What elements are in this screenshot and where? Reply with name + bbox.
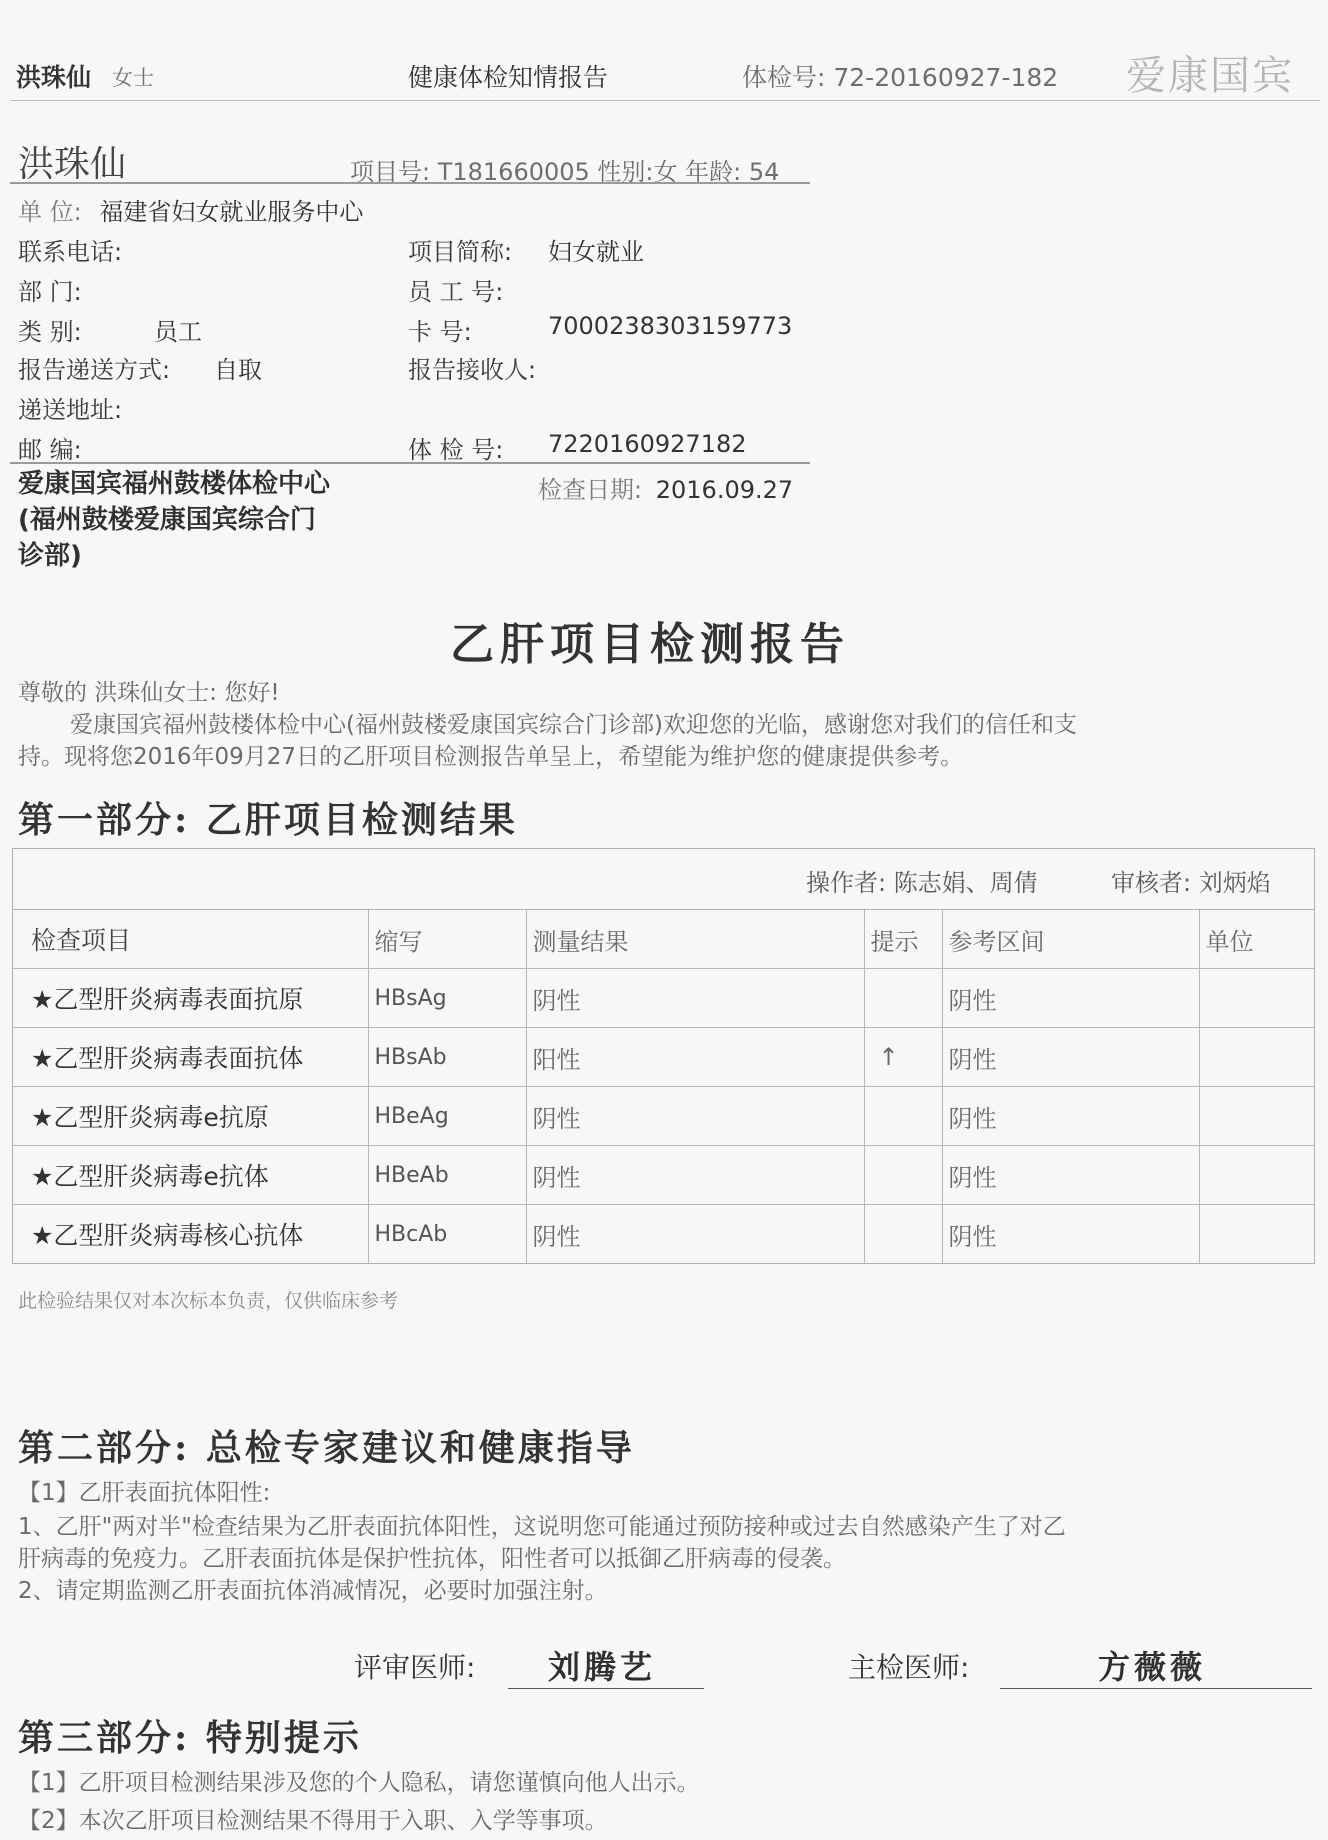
- reviewer-doctor-signature: 刘腾艺: [548, 1648, 657, 1686]
- row-abbr: HBeAb: [368, 1146, 526, 1205]
- table-row: [13, 1205, 1314, 1264]
- center-name: [18, 466, 330, 574]
- table-row: [13, 1028, 1314, 1087]
- row-ref: 阴性: [942, 1205, 1199, 1264]
- exam-no-label: 体 检 号:: [408, 436, 504, 464]
- part2-line-3: 2、请定期监测乙肝表面抗体消减情况，必要时加强注射。: [18, 1578, 608, 1604]
- col-header-hint: 提示: [864, 910, 942, 969]
- row-result: 阳性: [526, 1028, 864, 1087]
- reviewer-doctor-label: 评审医师:: [354, 1651, 476, 1684]
- reviewer-signature-line: [508, 1688, 704, 1689]
- part1-title: 第一部分: 乙肝项目检测结果: [18, 799, 518, 841]
- row-abbr: HBeAg: [368, 1087, 526, 1146]
- header-divider: [10, 100, 1320, 101]
- delivery-value: 自取: [214, 356, 262, 384]
- name-divider: [10, 182, 810, 184]
- row-abbr: HBsAg: [368, 969, 526, 1028]
- row-ref: 阴性: [942, 1087, 1199, 1146]
- part3-title: 第三部分: 特别提示: [18, 1717, 362, 1759]
- greeting: 尊敬的 洪珠仙女士: 您好!: [18, 680, 280, 706]
- row-hint: [864, 1087, 942, 1146]
- row-item: ★乙型肝炎病毒e抗原: [13, 1087, 368, 1146]
- exam-date-value: 2016.09.27: [655, 476, 794, 504]
- info-divider: [10, 462, 810, 464]
- col-header-ref: 参考区间: [942, 910, 1199, 969]
- project-line: 项目号: T181660005 性别:女 年龄: 54: [350, 158, 780, 186]
- part3-tip-2: 【2】本次乙肝项目检测结果不得用于入职、入学等事项。: [18, 1808, 608, 1834]
- chief-doctor-label: 主检医师:: [848, 1651, 970, 1684]
- row-unit: [1199, 1146, 1314, 1205]
- report-title: 乙肝项目检测报告: [450, 619, 850, 670]
- phone-label: 联系电话:: [18, 238, 123, 266]
- reviewer-text: 审核者: 刘炳焰: [1111, 869, 1271, 897]
- receiver-label: 报告接收人:: [408, 356, 537, 384]
- row-item: ★乙型肝炎病毒核心抗体: [13, 1205, 368, 1264]
- table-row: [13, 1146, 1314, 1205]
- project-short-value: 妇女就业: [548, 238, 644, 266]
- row-item: ★乙型肝炎病毒表面抗原: [13, 969, 368, 1028]
- row-hint: [864, 1205, 942, 1264]
- row-result: 阴性: [526, 1205, 864, 1264]
- category-label: 类 别:: [18, 318, 82, 346]
- part2-item-head: 【1】乙肝表面抗体阳性:: [18, 1480, 271, 1506]
- dept-label: 部 门:: [18, 278, 82, 306]
- row-hint: [864, 969, 942, 1028]
- part1-note: 此检验结果仅对本次标本负责，仅供临床参考: [18, 1290, 399, 1312]
- row-abbr: HBcAb: [368, 1205, 526, 1264]
- row-hint-up-arrow-icon: ↑: [864, 1028, 942, 1087]
- row-abbr: HBsAb: [368, 1028, 526, 1087]
- patient-name: 洪珠仙: [18, 144, 127, 185]
- project-short-label: 项目简称:: [408, 238, 513, 266]
- table-row: [13, 969, 1314, 1028]
- exam-no-value: 7220160927182: [548, 430, 747, 458]
- operator-text: 操作者: 陈志娟、周倩: [806, 869, 1038, 897]
- employee-no-label: 员 工 号:: [408, 278, 504, 306]
- col-header-unit: 单位: [1199, 910, 1314, 969]
- unit-row: [18, 192, 363, 227]
- header-exam-no: 体检号: 72-20160927-182: [742, 63, 1059, 92]
- card-value: 7000238303159773: [548, 312, 793, 340]
- exam-date-label: 检查日期:: [538, 476, 643, 504]
- col-header-abbr: 缩写: [368, 910, 526, 969]
- table-header-row: [13, 910, 1314, 969]
- results-table: [12, 848, 1315, 1264]
- row-unit: [1199, 1028, 1314, 1087]
- table-row: [13, 1087, 1314, 1146]
- header-patient-name: 洪珠仙: [16, 63, 92, 92]
- col-header-item: 检查项目: [13, 910, 368, 969]
- row-ref: 阴性: [942, 969, 1199, 1028]
- intro-line-1: 爱康国宾福州鼓楼体检中心(福州鼓楼爱康国宾综合门诊部)欢迎您的光临，感谢您对我们的信任和支: [70, 712, 1077, 738]
- part2-line-2: 肝病毒的免疫力。乙肝表面抗体是保护性抗体，阳性者可以抵御乙肝病毒的侵袭。: [18, 1546, 846, 1572]
- card-label: 卡 号:: [408, 318, 472, 346]
- row-result: 阴性: [526, 969, 864, 1028]
- exam-date-row: [538, 470, 793, 505]
- row-unit: [1199, 969, 1314, 1028]
- row-ref: 阴性: [942, 1146, 1199, 1205]
- chief-doctor-signature: 方薇薇: [1098, 1648, 1207, 1686]
- postcode-label: 邮 编:: [18, 436, 82, 464]
- unit-label: 单 位:: [18, 198, 82, 226]
- chief-signature-line: [1000, 1688, 1312, 1689]
- row-result: 阴性: [526, 1146, 864, 1205]
- address-label: 递送地址:: [18, 396, 123, 424]
- center-line-2: (福州鼓楼爱康国宾综合门: [18, 505, 316, 535]
- category-value: 员工: [154, 318, 202, 346]
- part2-line-1: 1、乙肝"两对半"检查结果为乙肝表面抗体阳性，这说明您可能通过预防接种或过去自然感染产生了对乙: [18, 1514, 1066, 1540]
- row-hint: [864, 1146, 942, 1205]
- delivery-label: 报告递送方式:: [18, 356, 171, 384]
- row-item: ★乙型肝炎病毒e抗体: [13, 1146, 368, 1205]
- unit-value: 福建省妇女就业服务中心: [99, 198, 364, 226]
- row-unit: [1199, 1087, 1314, 1146]
- part2-title: 第二部分: 总检专家建议和健康指导: [18, 1427, 635, 1469]
- header-title-suffix: 女士: [112, 66, 154, 90]
- header-report-type: 健康体检知情报告: [408, 63, 609, 92]
- results-grid: [13, 910, 1314, 1263]
- row-result: 阴性: [526, 1087, 864, 1146]
- table-operator-bar: [13, 849, 1314, 910]
- col-header-result: 测量结果: [526, 910, 864, 969]
- row-item: ★乙型肝炎病毒表面抗体: [13, 1028, 368, 1087]
- brand-logo: 爱康国宾: [1126, 53, 1294, 99]
- part3-tip-1: 【1】乙肝项目检测结果涉及您的个人隐私，请您谨慎向他人出示。: [18, 1770, 700, 1796]
- intro-line-2: 持。现将您2016年09月27日的乙肝项目检测报告单呈上，希望能为维护您的健康提供参考。: [18, 744, 964, 770]
- center-line-3: 诊部): [18, 541, 82, 571]
- center-line-1: 爱康国宾福州鼓楼体检中心: [18, 469, 331, 499]
- row-ref: 阴性: [942, 1028, 1199, 1087]
- row-unit: [1199, 1205, 1314, 1264]
